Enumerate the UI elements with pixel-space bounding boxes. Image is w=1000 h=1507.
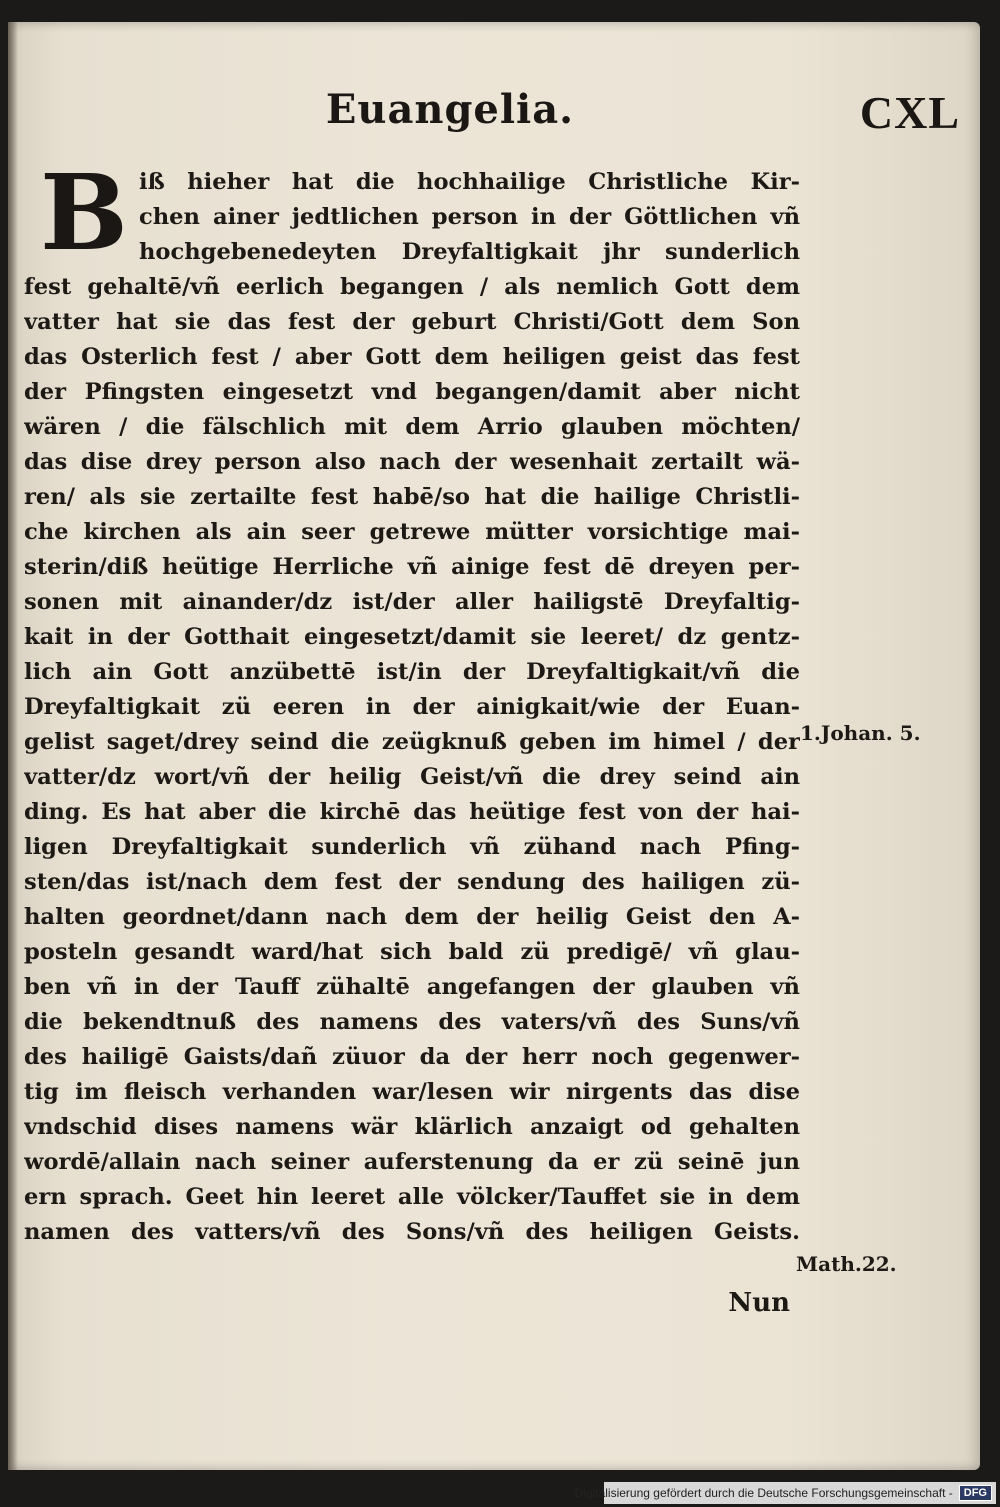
text-line: gelist saget/drey seind die zeügknuß geben im himel / der xyxy=(24,729,800,755)
text-line: fest gehaltē/vñ eerlich begangen / als nemlich Gott dem xyxy=(24,274,800,300)
text-line: kait in der Gotthait eingesetzt/damit sie leeret/ dz gentz- xyxy=(24,624,800,650)
text-line: iß hieher hat die hochhailige Christliche Kir- xyxy=(139,169,800,195)
text-line: sterin/diß heütige Herrliche vñ ainige fest dē dreyen per- xyxy=(24,554,800,580)
footer-credit: Digitalisierung gefördert durch die Deutsche Forschungsgemeinschaft - xyxy=(574,1486,953,1500)
marginal-note-math: Math.22. xyxy=(796,1252,897,1276)
text-line: ern sprach. Geet hin leeret alle völcker/Tauffet sie in dem xyxy=(24,1184,800,1210)
catchword: Nun xyxy=(728,1288,790,1318)
digitization-footer xyxy=(574,1482,996,1504)
text-line: wären / die fälschlich mit dem Arrio glauben möchten/ xyxy=(24,414,800,440)
text-line: posteln gesandt ward/hat sich bald zü predigē/ vñ glau- xyxy=(24,939,800,965)
text-line: des hailigē Gaists/dañ züuor da der herr noch gegenwer- xyxy=(24,1044,800,1070)
decorated-initial: B xyxy=(40,151,128,274)
text-line: hochgebenedeyten Dreyfaltigkait jhr sunderlich xyxy=(139,239,800,265)
text-line: namen des vatters/vñ des Sons/vñ des heiligen Geists. xyxy=(24,1219,800,1245)
text-line: vndschid dises namens wär klärlich anzaigt od gehalten xyxy=(24,1114,800,1140)
text-line: Dreyfaltigkait zü eeren in der ainigkait/wie der Euan- xyxy=(24,694,800,720)
text-line: che kirchen als ain seer getrewe mütter vorsichtige mai- xyxy=(24,519,800,545)
text-line: wordē/allain nach seiner auferstenung da er zü seinē jun xyxy=(24,1149,800,1175)
text-line: lich ain Gott anzübettē ist/in der Dreyfaltigkait/vñ die xyxy=(24,659,800,685)
text-line: vatter/dz wort/vñ der heilig Geist/vñ die drey seind ain xyxy=(24,764,800,790)
text-line: das Osterlich fest / aber Gott dem heiligen geist das fest xyxy=(24,344,800,370)
text-line: ben vñ in der Tauff zühaltē angefangen der glauben vñ xyxy=(24,974,800,1000)
dfg-logo: DFG xyxy=(959,1485,992,1501)
text-line: chen ainer jedtlichen person in der Göttlichen vñ xyxy=(139,204,800,230)
text-line: halten geordnet/dann nach dem der heilig Geist den A- xyxy=(24,904,800,930)
body-text xyxy=(24,165,800,1250)
running-title: Euangelia. xyxy=(325,86,575,133)
text-line: das dise drey person also nach der wesenhait zertailt wä- xyxy=(24,449,800,475)
text-line: der Pfingsten eingesetzt vnd begangen/damit aber nicht xyxy=(24,379,800,405)
text-line: ren/ als sie zertailte fest habē/so hat die hailige Christli- xyxy=(24,484,800,510)
text-line: ligen Dreyfaltigkait sunderlich vñ zühand nach Pfing- xyxy=(24,834,800,860)
folio-number: CXL xyxy=(859,87,960,138)
text-line: sonen mit ainander/dz ist/der aller hailigstē Dreyfaltig- xyxy=(24,589,800,615)
text-line: sten/das ist/nach dem fest der sendung des hailigen zü- xyxy=(24,869,800,895)
text-line: tig im fleisch verhanden war/lesen wir nirgents das dise xyxy=(24,1079,800,1105)
marginal-note-johan: 1.Johan. 5. xyxy=(800,721,921,745)
text-line: die bekendtnuß des namens des vaters/vñ des Suns/vñ xyxy=(24,1009,800,1035)
text-line: ding. Es hat aber die kirchē das heütige fest von der hai- xyxy=(24,799,800,825)
text-line: vatter hat sie das fest der geburt Christi/Gott dem Son xyxy=(24,309,800,335)
